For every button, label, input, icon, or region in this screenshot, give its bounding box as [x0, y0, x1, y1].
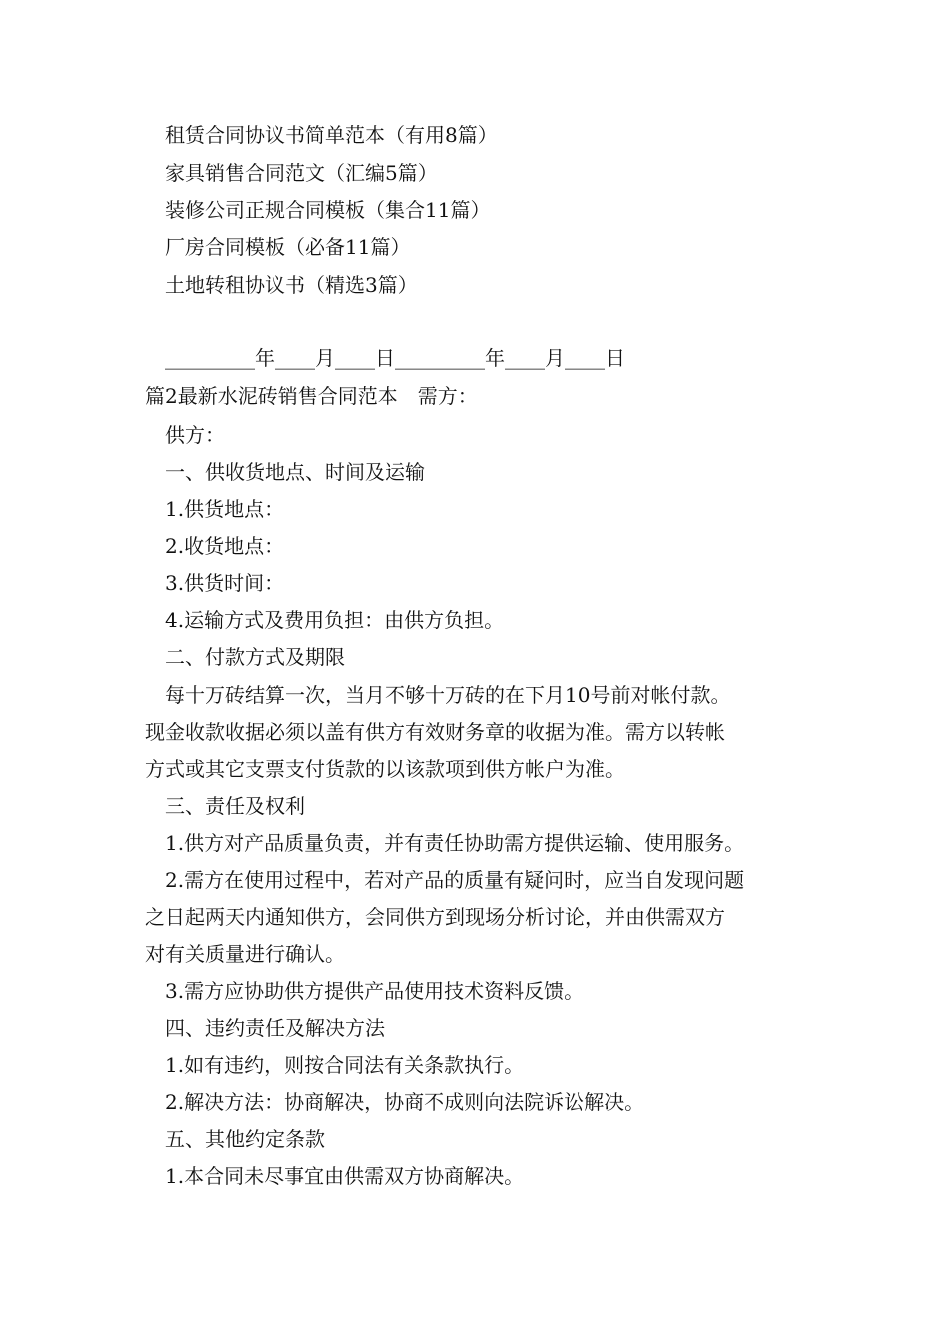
related-list-item: 租赁合同协议书简单范本（有用8篇） [165, 123, 498, 147]
body-line: 4.运输方式及费用负担：由供方负担。 [165, 608, 505, 632]
body-line: 3.需方应协助供方提供产品使用技术资料反馈。 [165, 979, 585, 1003]
body-line: 1.供货地点： [165, 497, 285, 521]
body-line: 1.供方对产品质量负责，并有责任协助需方提供运输、使用服务。 [165, 831, 745, 855]
clause-heading: 五、其他约定条款 [165, 1127, 325, 1151]
body-line: 1.如有违约，则按合同法有关条款执行。 [165, 1053, 525, 1077]
body-line: 对有关质量进行确认。 [145, 942, 345, 966]
related-list-item: 家具销售合同范文（汇编5篇） [165, 161, 438, 185]
clause-heading: 三、责任及权利 [165, 794, 305, 818]
body-line: 之日起两天内通知供方，会同供方到现场分析讨论，并由供需双方 [145, 905, 725, 929]
body-line: 每十万砖结算一次，当月不够十万砖的在下月10号前对帐付款。 [165, 683, 731, 707]
related-list-item: 装修公司正规合同模板（集合11篇） [165, 198, 491, 222]
body-line: 3.供货时间： [165, 571, 285, 595]
body-line: 2.解决方法：协商解决，协商不成则向法院诉讼解决。 [165, 1090, 645, 1114]
clause-heading: 一、供收货地点、时间及运输 [165, 460, 425, 484]
body-line: 2.需方在使用过程中，若对产品的质量有疑问时，应当自发现问题 [165, 868, 745, 892]
body-line: 方式或其它支票支付货款的以该款项到供方帐户为准。 [145, 757, 625, 781]
related-list-item: 厂房合同模板（必备11篇） [165, 235, 411, 259]
body-line: 2.收货地点： [165, 534, 285, 558]
body-line: 现金收款收据必须以盖有供方有效财务章的收据为准。需方以转帐 [145, 720, 725, 744]
body-line: 供方： [165, 423, 225, 447]
clause-heading: 二、付款方式及期限 [165, 645, 345, 669]
related-list-item: 土地转租协议书（精选3篇） [165, 273, 418, 297]
section-heading: 篇2最新水泥砖销售合同范本 需方： [145, 384, 478, 408]
body-line: 1.本合同未尽事宜由供需双方协商解决。 [165, 1164, 525, 1188]
clause-heading: 四、违约责任及解决方法 [165, 1016, 385, 1040]
signature-date-line: _________年____月____日_________年____月____日 [165, 346, 625, 370]
